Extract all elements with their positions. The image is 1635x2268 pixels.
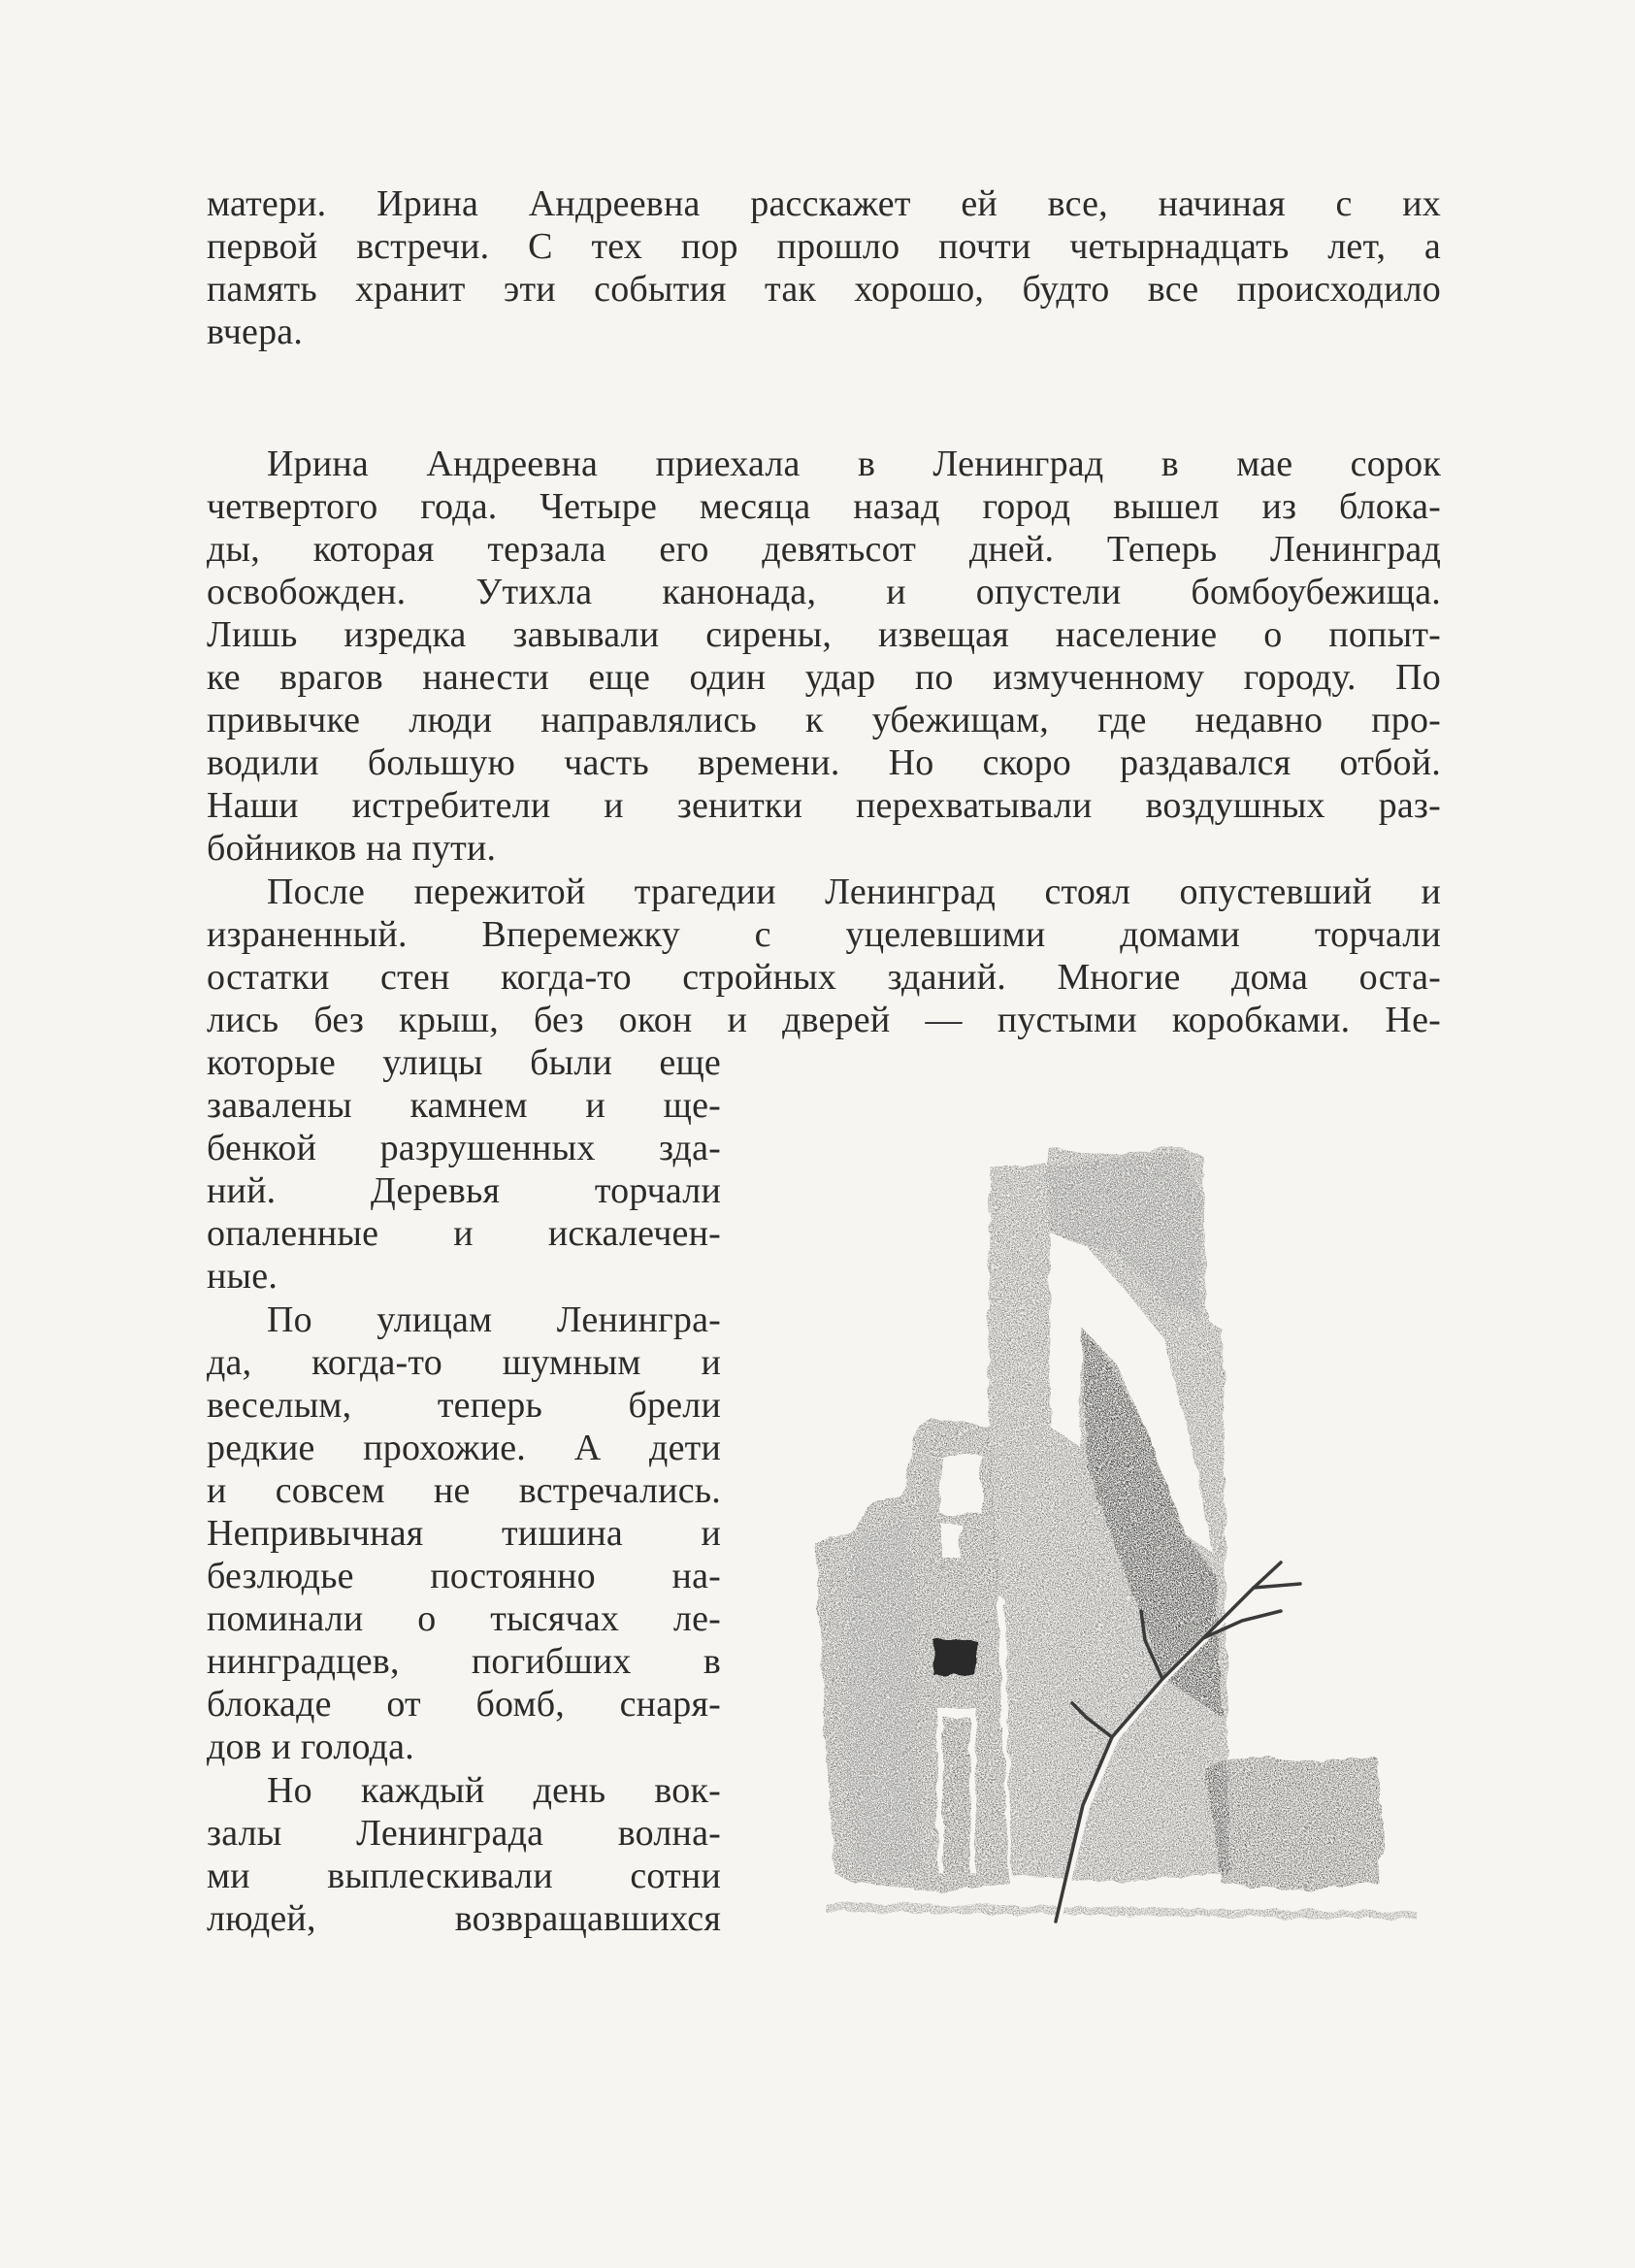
text-line: израненный. Вперемежку с уцелевшими домами торчали: [207, 914, 1441, 955]
text-line: ке врагов нанести еще один удар по измученному городу. По: [207, 657, 1441, 698]
text-line: безлюдье постоянно на-: [207, 1556, 721, 1596]
text-line: остатки стен когда-то стройных зданий. Многие дома оста-: [207, 957, 1441, 998]
text-line: По улицам Ленингра-: [267, 1299, 721, 1340]
text-line: лись без крыш, без окон и дверей — пустыми коробками. Не-: [207, 1000, 1441, 1040]
text-line: бенкой разрушенных зда-: [207, 1128, 721, 1168]
text-line: водили большую часть времени. Но скоро раздавался отбой.: [207, 742, 1441, 783]
text-line: да, когда-то шумным и: [207, 1342, 721, 1383]
text-line: После пережитой трагедии Ленинград стоял опустевший и: [267, 871, 1441, 912]
text-line: и совсем не встречались.: [207, 1470, 721, 1511]
text-line: ний. Деревья торчали: [207, 1170, 721, 1211]
text-line: первой встречи. С тех пор прошло почти четырнадцать лет, а: [207, 226, 1441, 267]
ruined-building-illustration: [796, 1135, 1426, 1941]
text-line: поминали о тысячах ле-: [207, 1598, 721, 1639]
text-line: Ирина Андреевна приехала в Ленинград в мае сорок: [267, 444, 1441, 484]
text-line: память хранит эти события так хорошо, будто все происходило: [207, 269, 1441, 310]
text-line: ды, которая терзала его девятьсот дней. Теперь Ленинград: [207, 529, 1441, 570]
text-line: ми выплескивали сотни: [207, 1856, 721, 1896]
text-line: бойников на пути.: [207, 828, 497, 869]
text-line: веселым, теперь брели: [207, 1385, 721, 1426]
text-line: блокаде от бомб, снаря-: [207, 1684, 721, 1725]
text-line: людей, возвращавшихся: [207, 1898, 721, 1939]
text-line: завалены камнем и ще-: [207, 1085, 721, 1126]
text-line: дов и голода.: [207, 1726, 414, 1767]
text-line: ные.: [207, 1256, 278, 1297]
text-line: Но каждый день вок-: [267, 1770, 721, 1811]
text-line: привычке люди направлялись к убежищам, где недавно про-: [207, 700, 1441, 740]
text-line: Наши истребители и зенитки перехватывали воздушных раз-: [207, 785, 1441, 826]
text-line: которые улицы были еще: [207, 1042, 721, 1083]
text-line: редкие прохожие. А дети: [207, 1428, 721, 1468]
text-line: освобожден. Утихла канонада, и опустели бомбоубежища.: [207, 572, 1441, 612]
text-line: нинградцев, погибших в: [207, 1641, 721, 1682]
text-line: Лишь изредка завывали сирены, извещая население о попыт-: [207, 614, 1441, 655]
text-line: вчера.: [207, 312, 304, 352]
text-line: четвертого года. Четыре месяца назад город вышел из блока-: [207, 486, 1441, 527]
text-line: опаленные и искалечен-: [207, 1213, 721, 1254]
text-line: Непривычная тишина и: [207, 1513, 721, 1554]
text-line: залы Ленинграда волна-: [207, 1813, 721, 1854]
text-line: матери. Ирина Андреевна расскажет ей все, начиная с их: [207, 183, 1441, 224]
